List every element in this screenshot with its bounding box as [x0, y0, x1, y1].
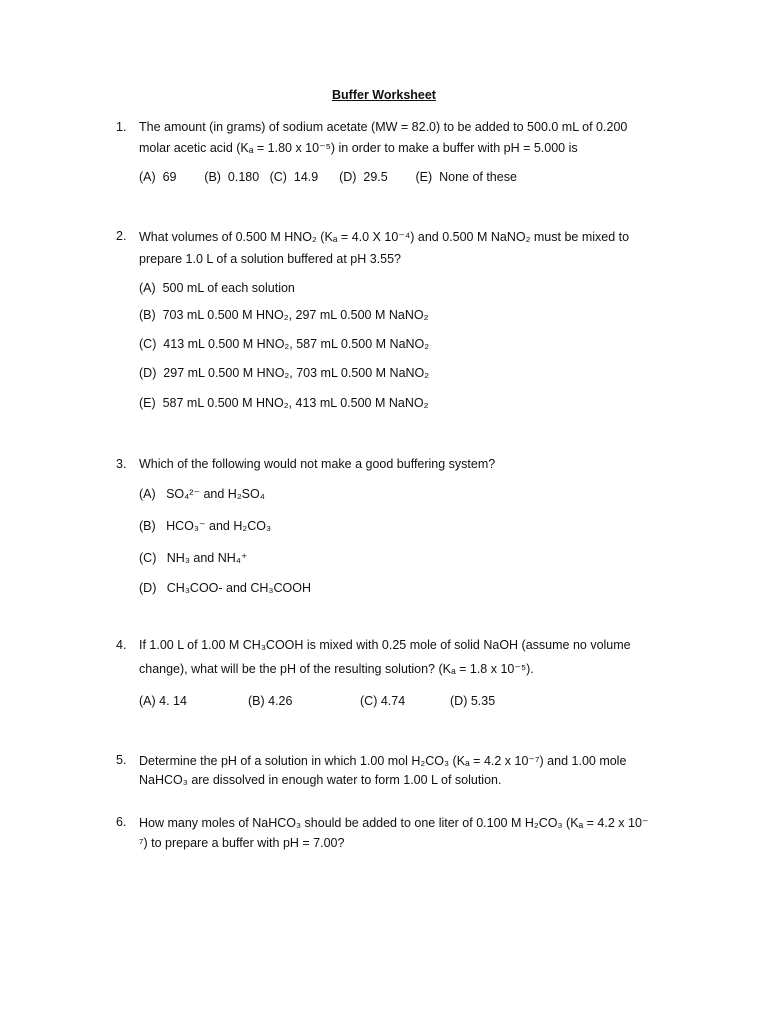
question-text-line: prepare 1.0 L of a solution buffered at pH 3.55?: [139, 252, 401, 266]
question-text-line: NaHCO₃ are dissolved in enough water to form 1.00 L of solution.: [139, 773, 502, 787]
question-text-line: How many moles of NaHCO₃ should be added to one liter of 0.100 M H₂CO₃ (Kₐ = 4.2 x 10⁻: [139, 816, 649, 830]
answer-choice: (B) 4.26: [248, 694, 293, 708]
question-number: 4.: [116, 638, 127, 652]
answer-option: (D) CH₃COO- and CH₃COOH: [139, 581, 311, 595]
answer-option: (D) 297 mL 0.500 M HNO₂, 703 mL 0.500 M NaNO₂: [139, 366, 430, 380]
answer-option: (A) SO₄²⁻ and H₂SO₄: [139, 487, 265, 501]
question-text-line: The amount (in grams) of sodium acetate (MW = 82.0) to be added to 500.0 mL of 0.200: [139, 120, 628, 134]
question-number: 6.: [116, 815, 127, 829]
answer-option: (B) HCO₃⁻ and H₂CO₃: [139, 519, 272, 533]
answer-option: (A) 500 mL of each solution: [139, 281, 295, 295]
question-text-line: molar acetic acid (Kₐ = 1.80 x 10⁻⁵) in order to make a buffer with pH = 5.000 is: [139, 141, 578, 155]
question-text-line: ⁷) to prepare a buffer with pH = 7.00?: [139, 836, 345, 850]
question-number: 3.: [116, 457, 127, 471]
question-text-line: Which of the following would not make a good buffering system?: [139, 457, 496, 471]
answer-option: (C) NH₃ and NH₄⁺: [139, 551, 248, 565]
answer-option: (B) 703 mL 0.500 M HNO₂, 297 mL 0.500 M NaNO₂: [139, 308, 429, 322]
question-text-line: Determine the pH of a solution in which 1.00 mol H₂CO₃ (Kₐ = 4.2 x 10⁻⁷) and 1.00 mole: [139, 754, 627, 768]
answer-choice: (D) 5.35: [450, 694, 496, 708]
question-text-line: change), what will be the pH of the resulting solution? (Kₐ = 1.8 x 10⁻⁵).: [139, 662, 534, 676]
answer-option: (E) 587 mL 0.500 M HNO₂, 413 mL 0.500 M NaNO₂: [139, 396, 429, 410]
question-number: 5.: [116, 753, 127, 767]
answer-choice: (C) 4.74: [360, 694, 406, 708]
answer-option: (C) 413 mL 0.500 M HNO₂, 587 mL 0.500 M NaNO₂: [139, 337, 430, 351]
question-text-line: What volumes of 0.500 M HNO₂ (Kₐ = 4.0 X 10⁻⁴) and 0.500 M NaNO₂ must be mixed to: [139, 230, 630, 244]
page-title: Buffer Worksheet: [332, 88, 436, 102]
answer-choice: (A) 4. 14: [139, 694, 187, 708]
question-number: 2.: [116, 229, 127, 243]
answer-choices: (A) 69 (B) 0.180 (C) 14.9 (D) 29.5 (E) None of these: [139, 170, 517, 184]
question-number: 1.: [116, 120, 127, 134]
question-text-line: If 1.00 L of 1.00 M CH₃COOH is mixed with 0.25 mole of solid NaOH (assume no volume: [139, 638, 631, 652]
